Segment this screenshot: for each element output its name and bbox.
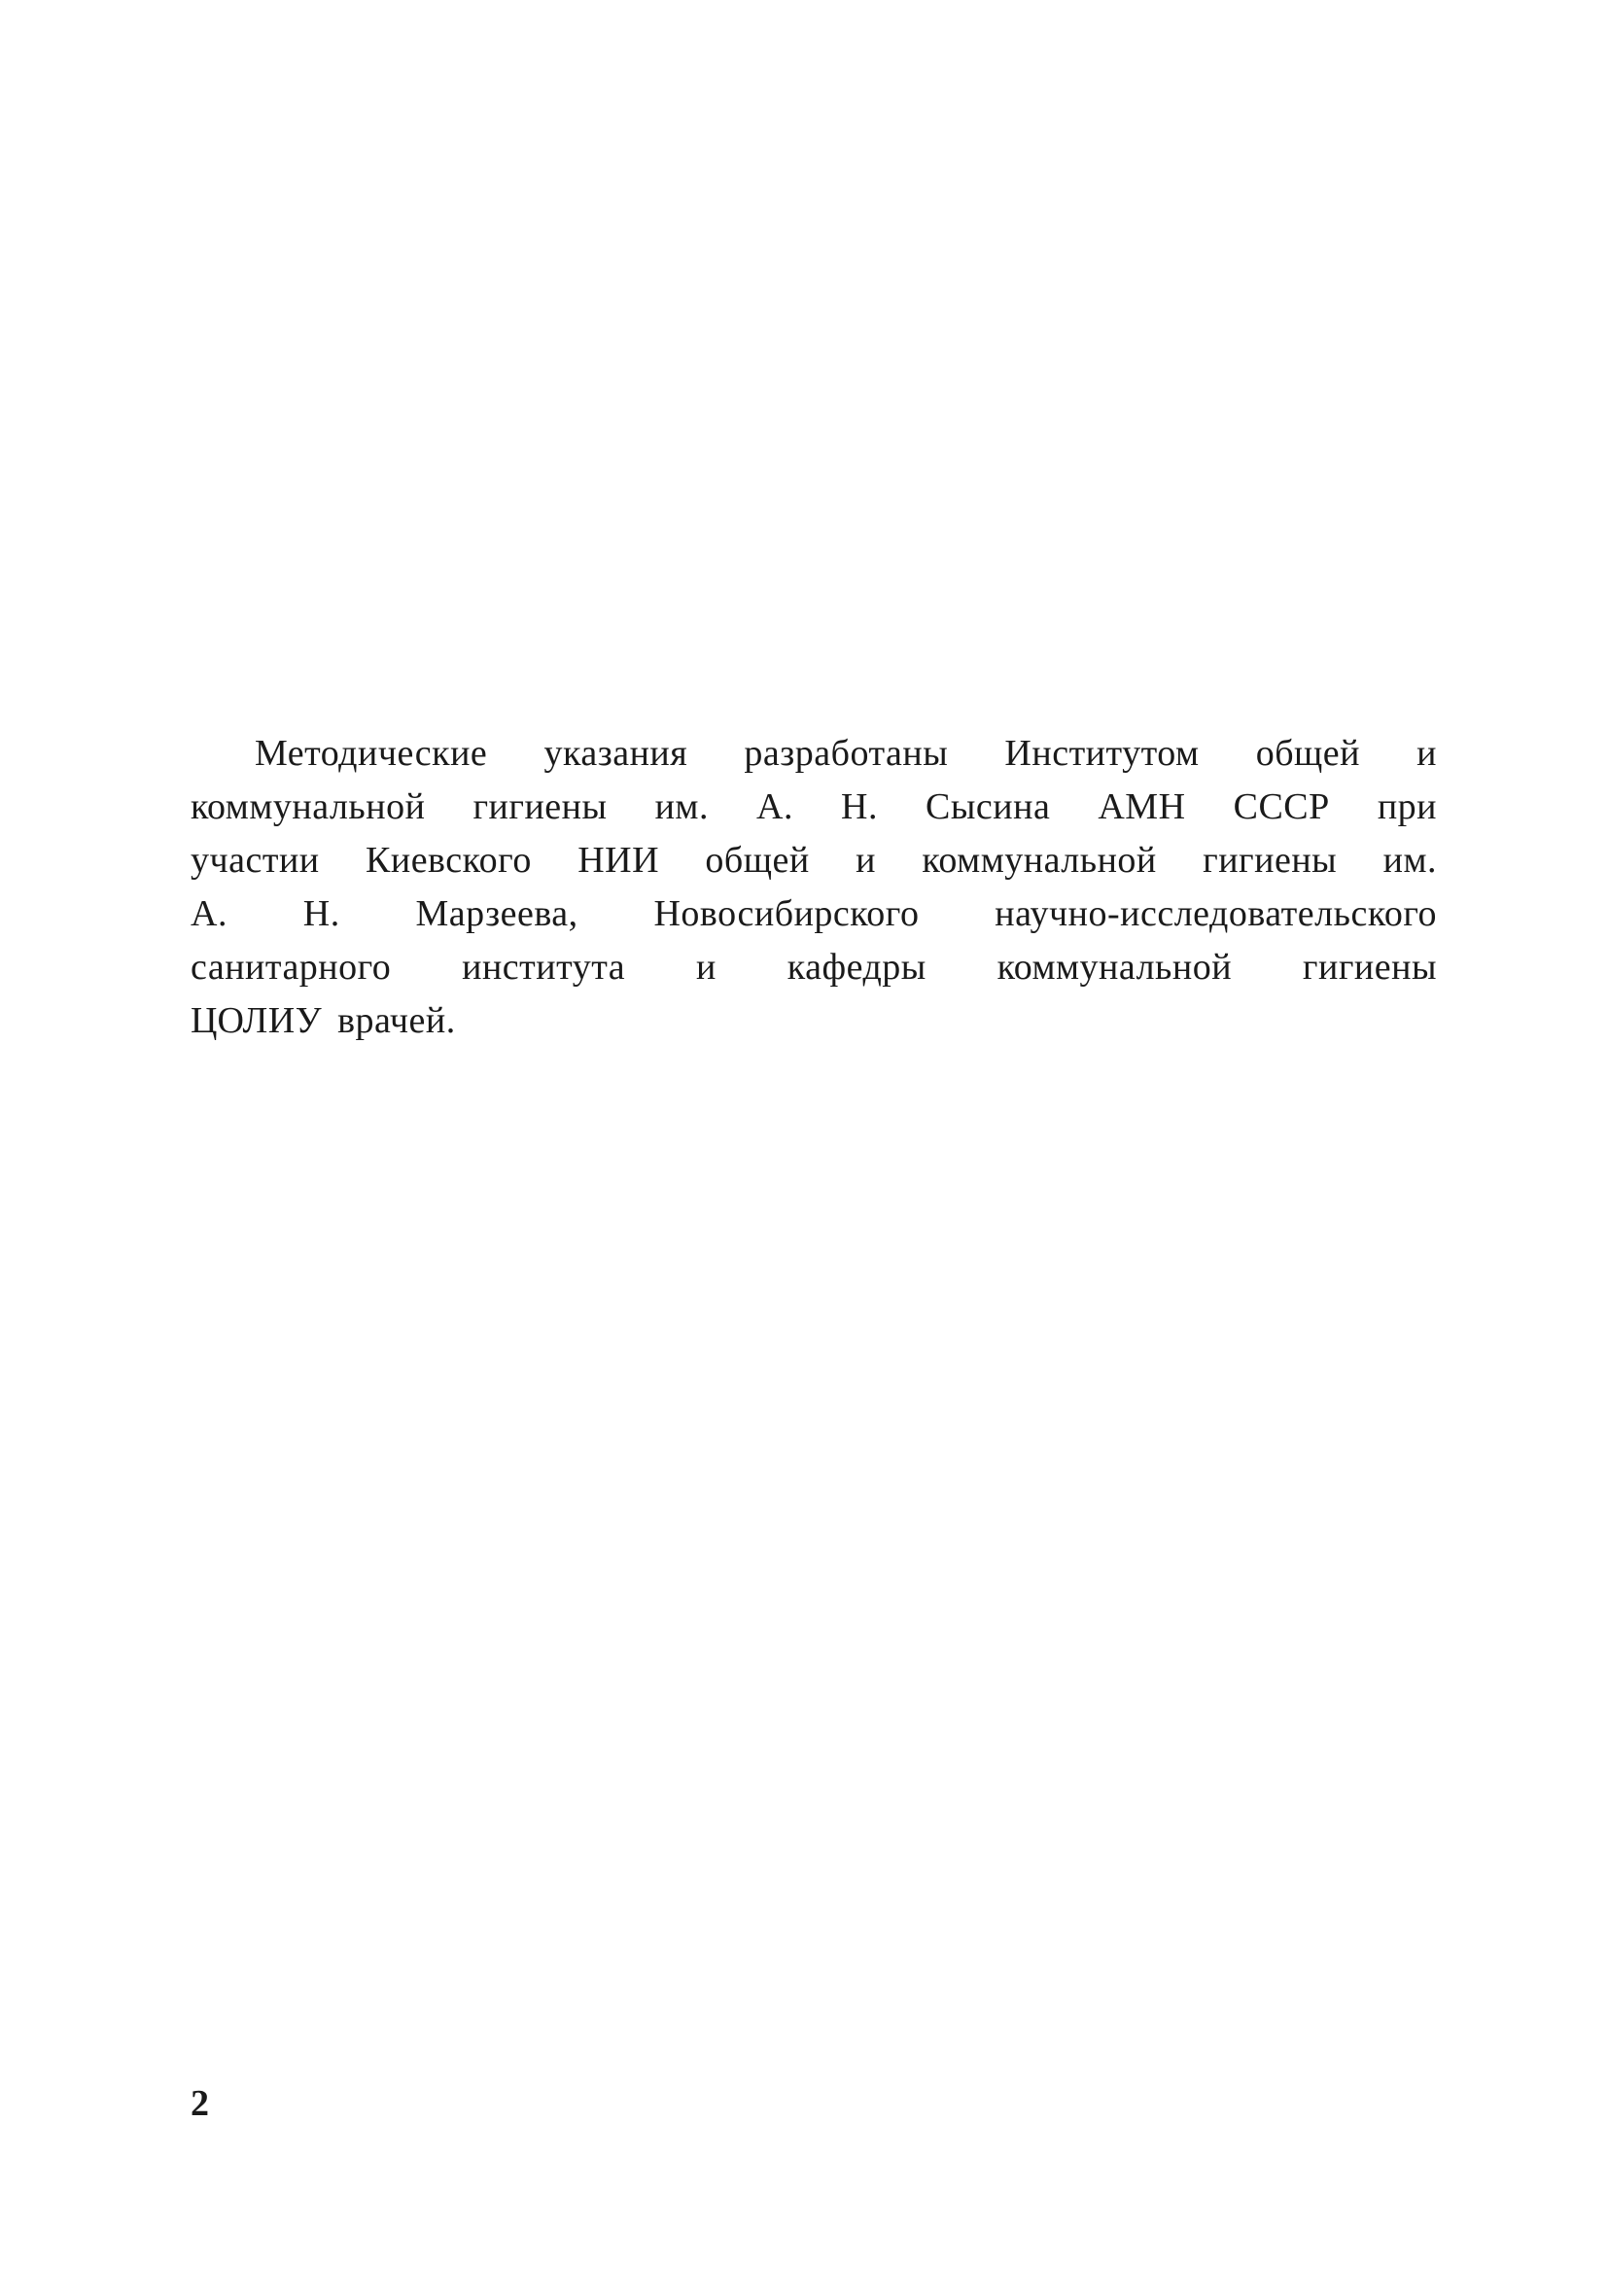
paragraph-line: ЦОЛИУ врачей. <box>191 1000 456 1041</box>
paragraph-line: Методические указания разработаны Институтом общей и <box>255 733 1437 774</box>
paragraph-line: участии Киевского НИИ общей и коммунальной гигиены им. <box>191 840 1437 881</box>
paragraph-line: А. Н. Марзеева, Новосибирского научно-исследовательского <box>191 893 1437 934</box>
paragraph-line: коммунальной гигиены им. А. Н. Сысина АМН СССР при <box>191 786 1437 827</box>
page-number: 2 <box>191 2083 209 2124</box>
paragraph-line: санитарного института и кафедры коммунальной гигиены <box>191 947 1437 988</box>
paragraph <box>191 727 1437 1048</box>
